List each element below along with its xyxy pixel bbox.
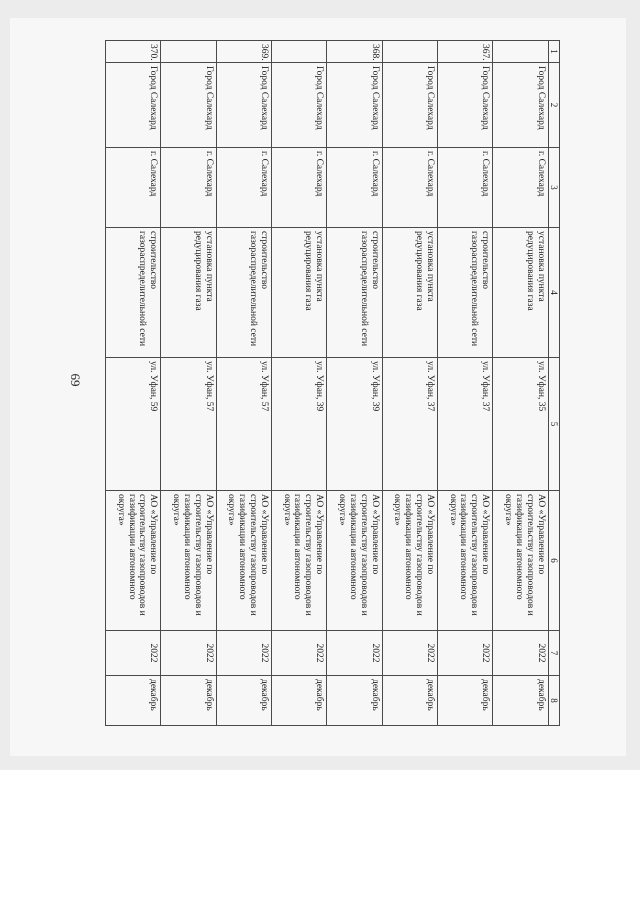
address-cell: ул. Уфан, 37 <box>382 358 437 491</box>
construction-schedule-table <box>105 40 560 726</box>
year-cell: 2022 <box>493 631 548 676</box>
year-cell: 2022 <box>161 631 216 676</box>
month-cell: декабрь <box>493 676 548 726</box>
year-cell: 2022 <box>106 631 161 676</box>
row-number-cell <box>493 41 548 63</box>
month-cell: декабрь <box>382 676 437 726</box>
organization-cell: АО «Управление по строительству газопроводов и газификации автономного округа» <box>327 491 382 631</box>
table-row <box>438 41 493 726</box>
column-header: 3 <box>548 148 559 228</box>
year-cell: 2022 <box>216 631 271 676</box>
district-cell: Город Салехард <box>216 63 271 148</box>
month-cell: декабрь <box>438 676 493 726</box>
city-cell: г. Салехард <box>216 148 271 228</box>
work-type-cell: установка пункта редуцирования газа <box>161 228 216 358</box>
city-cell: г. Салехард <box>327 148 382 228</box>
organization-cell: АО «Управление по строительству газопроводов и газификации автономного округа» <box>161 491 216 631</box>
city-cell: г. Салехард <box>493 148 548 228</box>
work-type-cell: строительство газораспределительной сети <box>327 228 382 358</box>
district-cell: Город Салехард <box>382 63 437 148</box>
month-cell: декабрь <box>272 676 327 726</box>
table-header-row <box>548 41 559 726</box>
city-cell: г. Салехард <box>161 148 216 228</box>
work-type-cell: установка пункта редуцирования газа <box>272 228 327 358</box>
district-cell: Город Салехард <box>438 63 493 148</box>
row-number-cell <box>382 41 437 63</box>
page-number: 69 <box>68 373 83 387</box>
district-cell: Город Салехард <box>272 63 327 148</box>
district-cell: Город Салехард <box>161 63 216 148</box>
table-row <box>216 41 271 726</box>
row-number-cell: 367. <box>438 41 493 63</box>
address-cell: ул. Уфан, 35 <box>493 358 548 491</box>
work-type-cell: строительство газораспределительной сети <box>216 228 271 358</box>
work-type-cell: установка пункта редуцирования газа <box>493 228 548 358</box>
work-type-cell: строительство газораспределительной сети <box>106 228 161 358</box>
column-header: 7 <box>548 631 559 676</box>
organization-cell: АО «Управление по строительству газопроводов и газификации автономного округа» <box>493 491 548 631</box>
work-type-cell: установка пункта редуцирования газа <box>382 228 437 358</box>
city-cell: г. Салехард <box>438 148 493 228</box>
column-header: 5 <box>548 358 559 491</box>
month-cell: декабрь <box>106 676 161 726</box>
column-header: 2 <box>548 63 559 148</box>
district-cell: Город Салехард <box>327 63 382 148</box>
column-header: 8 <box>548 676 559 726</box>
organization-cell: АО «Управление по строительству газопроводов и газификации автономного округа» <box>272 491 327 631</box>
year-cell: 2022 <box>438 631 493 676</box>
month-cell: декабрь <box>161 676 216 726</box>
row-number-cell <box>272 41 327 63</box>
month-cell: декабрь <box>216 676 271 726</box>
district-cell: Город Салехард <box>106 63 161 148</box>
city-cell: г. Салехард <box>106 148 161 228</box>
year-cell: 2022 <box>327 631 382 676</box>
city-cell: г. Салехард <box>272 148 327 228</box>
month-cell: декабрь <box>327 676 382 726</box>
row-number-cell: 369. <box>216 41 271 63</box>
organization-cell: АО «Управление по строительству газопроводов и газификации автономного округа» <box>438 491 493 631</box>
table-row <box>382 41 437 726</box>
organization-cell: АО «Управление по строительству газопроводов и газификации автономного округа» <box>382 491 437 631</box>
row-number-cell <box>161 41 216 63</box>
column-header: 6 <box>548 491 559 631</box>
column-header: 4 <box>548 228 559 358</box>
organization-cell: АО «Управление по строительству газопроводов и газификации автономного округа» <box>106 491 161 631</box>
column-header: 1 <box>548 41 559 63</box>
district-cell: Город Салехард <box>493 63 548 148</box>
work-type-cell: строительство газораспределительной сети <box>438 228 493 358</box>
table-container <box>105 40 560 725</box>
city-cell: г. Салехард <box>382 148 437 228</box>
address-cell: ул. Уфан, 39 <box>327 358 382 491</box>
organization-cell: АО «Управление по строительству газопроводов и газификации автономного округа» <box>216 491 271 631</box>
address-cell: ул. Уфан, 37 <box>438 358 493 491</box>
address-cell: ул. Уфан, 57 <box>216 358 271 491</box>
table-row <box>272 41 327 726</box>
year-cell: 2022 <box>272 631 327 676</box>
address-cell: ул. Уфан, 39 <box>272 358 327 491</box>
row-number-cell: 370. <box>106 41 161 63</box>
table-row <box>327 41 382 726</box>
year-cell: 2022 <box>382 631 437 676</box>
address-cell: ул. Уфан, 59 <box>106 358 161 491</box>
table-row <box>106 41 161 726</box>
table-row <box>161 41 216 726</box>
address-cell: ул. Уфан, 57 <box>161 358 216 491</box>
table-row <box>493 41 548 726</box>
row-number-cell: 368. <box>327 41 382 63</box>
